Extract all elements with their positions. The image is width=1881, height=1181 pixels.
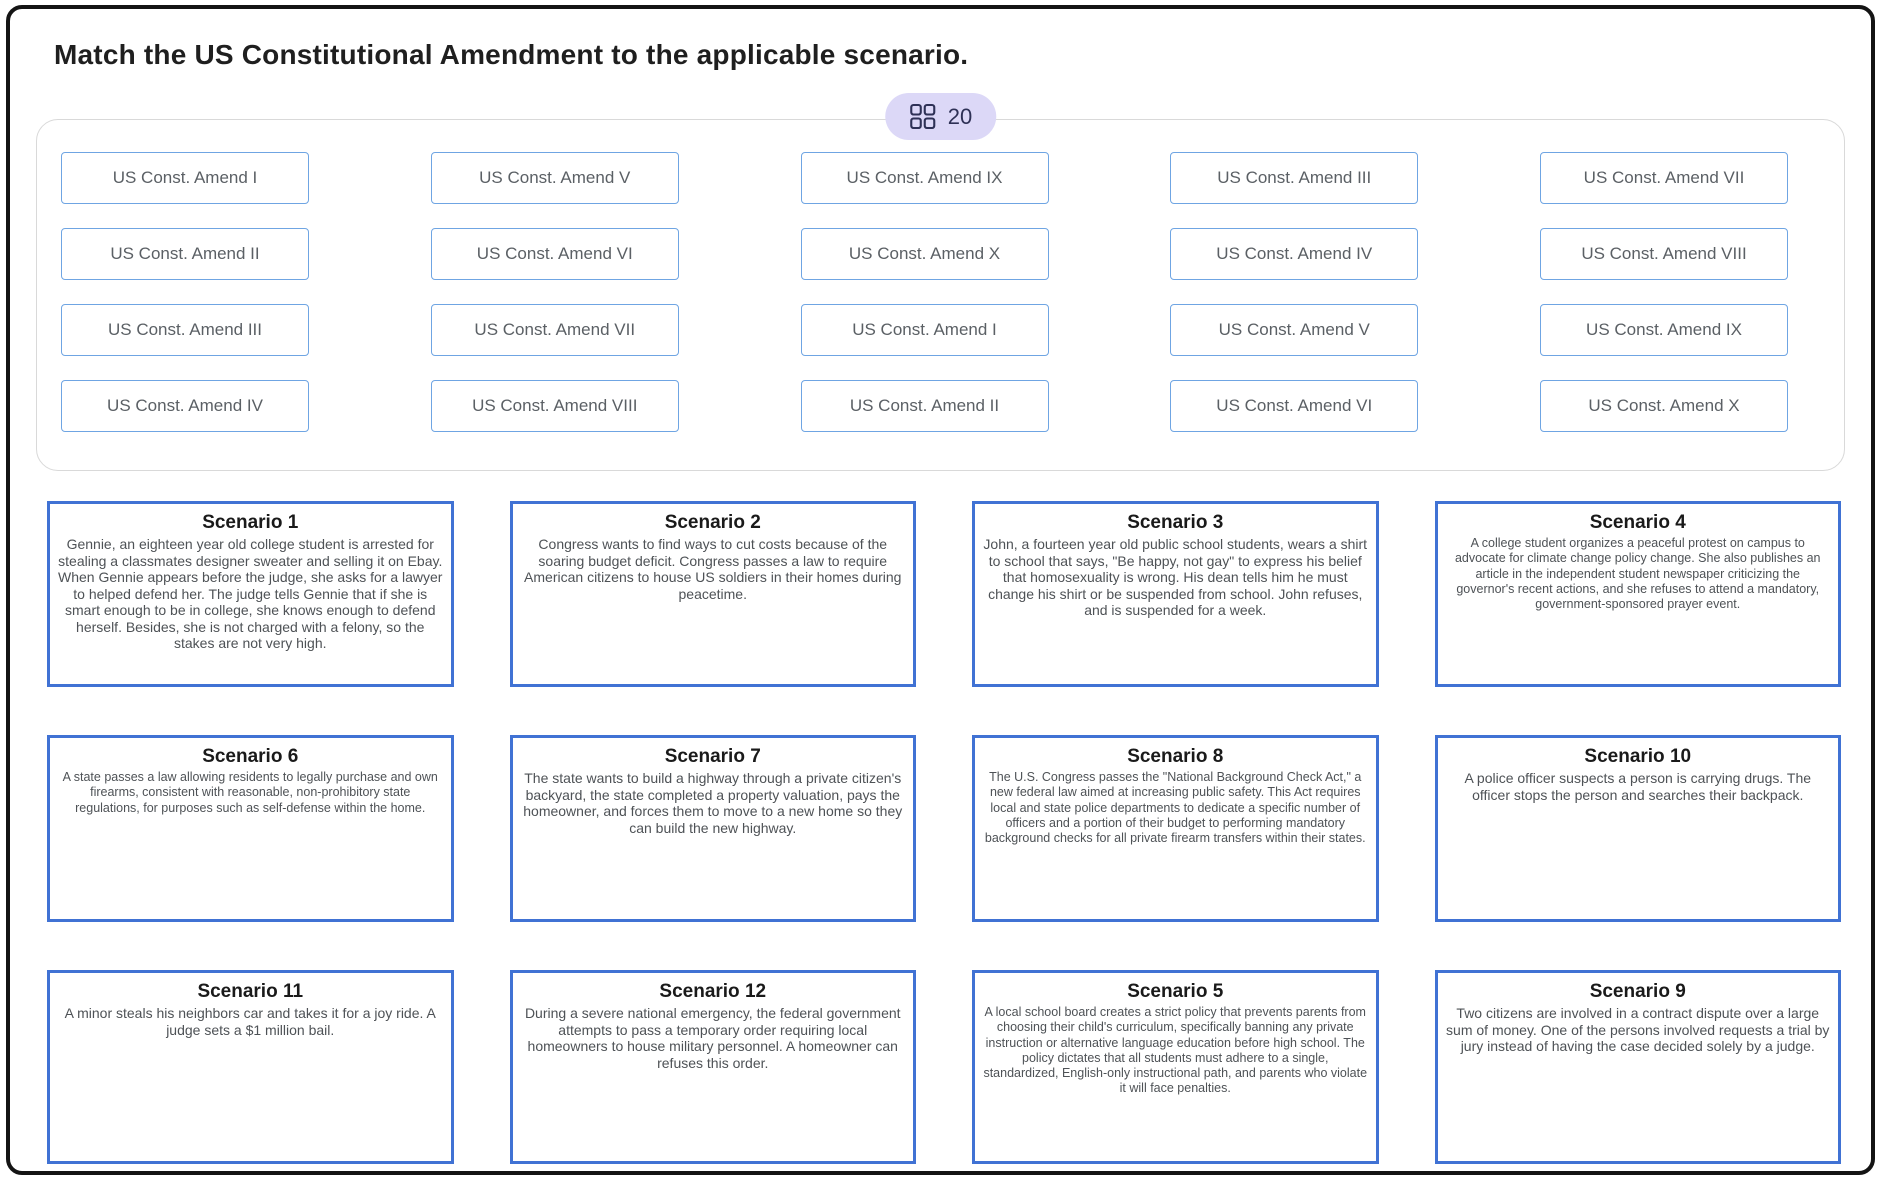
scenario-card-10[interactable] [1435, 735, 1842, 922]
scenario-text: A minor steals his neighbors car and takes it for a joy ride. A judge sets a $1 million bail. [64, 1005, 436, 1038]
scenario-text: A police officer suspects a person is carrying drugs. The officer stops the person and searches their backpack. [1464, 770, 1812, 803]
amendment-chip[interactable]: US Const. Amend VII [1540, 152, 1788, 204]
amendment-bank [36, 103, 1845, 471]
scenario-card-3[interactable] [972, 501, 1379, 687]
amendment-chip[interactable]: US Const. Amend VIII [431, 380, 679, 432]
scenario-card-11[interactable] [47, 970, 454, 1164]
scenario-text: Congress wants to find ways to cut costs because of the soaring budget deficit. Congress passes a law to require American citizens to house US soldiers in their homes during peacetime. [524, 536, 902, 602]
grid-2x2-icon [909, 103, 936, 130]
scenario-title: Scenario 1 [202, 512, 299, 533]
amendment-chip[interactable]: US Const. Amend IX [801, 152, 1049, 204]
scenario-text: Two citizens are involved in a contract dispute over a large sum of money. One of the persons involved requests a trial by jury instead of having the case decided solely by a judge. [1446, 1005, 1830, 1055]
amendment-chip[interactable]: US Const. Amend IX [1540, 304, 1788, 356]
scenario-card-9[interactable] [1435, 970, 1842, 1164]
scenario-title: Scenario 3 [1127, 512, 1224, 533]
scenario-text: John, a fourteen year old public school students, wears a shirt to school that says, "Be happy, not gay" to express his belief that homosexuality is wrong. His dean tells him he must change his shirt or be suspended from school. John refuses, and is suspended for a week. [983, 536, 1368, 619]
amendment-chip[interactable]: US Const. Amend V [1170, 304, 1418, 356]
scenario-text: A local school board creates a strict policy that prevents parents from choosing their child's curriculum, specifically banning any private instruction or alternative language education before high school. The policy dictates that all students must adhere to a single, standardized, English-only instructional path, and parents who violate it will face penalties. [983, 1005, 1368, 1096]
amendment-chip[interactable]: US Const. Amend III [1170, 152, 1418, 204]
amendment-chip[interactable]: US Const. Amend IV [61, 380, 309, 432]
scenario-text: The U.S. Congress passes the "National Background Check Act," a new federal law aimed at increasing public safety. This Act requires local and state police departments to dedicate a specific number of officers and a portion of their budget to performing mandatory background checks for all private firearm transfers within their states. [984, 770, 1366, 845]
scenario-title: Scenario 11 [197, 981, 304, 1002]
amendment-chip[interactable]: US Const. Amend VIII [1540, 228, 1788, 280]
amendment-chip[interactable]: US Const. Amend I [61, 152, 309, 204]
scenario-card-6[interactable] [47, 735, 454, 922]
scenario-text: Gennie, an eighteen year old college student is arrested for stealing a classmates designer sweater and selling it on Ebay. When Gennie appears before the judge, she asks for a lawyer to helped defend her. The judge tells Gennie that if she is smart enough to be in college, she knows enough to defend herself. Besides, she is not charged with a felony, so the stakes are not very high. [58, 536, 443, 652]
scenario-title: Scenario 2 [664, 512, 761, 533]
match-exercise-page [6, 5, 1875, 1175]
scenario-title: Scenario 6 [202, 746, 299, 767]
amendment-chip[interactable]: US Const. Amend III [61, 304, 309, 356]
scenario-title: Scenario 10 [1584, 746, 1692, 767]
scenario-text: During a severe national emergency, the federal government attempts to pass a temporary order requiring local homeowners to house military personnel. A homeowner can refuses this order. [524, 1005, 901, 1071]
amendment-grid [61, 152, 1788, 432]
amendment-chip[interactable]: US Const. Amend X [801, 228, 1049, 280]
amendment-chip[interactable]: US Const. Amend II [61, 228, 309, 280]
amendment-chip[interactable]: US Const. Amend II [801, 380, 1049, 432]
scenario-card-1[interactable] [47, 501, 454, 687]
scenario-title: Scenario 8 [1127, 746, 1224, 767]
scenario-card-2[interactable] [510, 501, 917, 687]
scenario-card-5[interactable] [972, 970, 1379, 1164]
scenario-text: A state passes a law allowing residents to legally purchase and own firearms, consistent with reasonable, non-prohibitory state regulations, for purposes such as self-defense within the home. [62, 770, 438, 815]
scenario-grid [47, 501, 1841, 1164]
scenario-title: Scenario 9 [1589, 981, 1686, 1002]
tile-count: 20 [947, 103, 973, 129]
amendment-chip[interactable]: US Const. Amend IV [1170, 228, 1418, 280]
amendment-chip[interactable]: US Const. Amend VII [431, 304, 679, 356]
page-title: Match the US Constitutional Amendment to the applicable scenario. [54, 39, 969, 70]
amendment-chip[interactable]: US Const. Amend VI [431, 228, 679, 280]
scenario-card-4[interactable] [1435, 501, 1842, 687]
amendment-chip[interactable]: US Const. Amend VI [1170, 380, 1418, 432]
scenario-title: Scenario 12 [659, 981, 767, 1002]
scenario-card-12[interactable] [510, 970, 917, 1164]
scenario-title: Scenario 7 [664, 746, 761, 767]
scenario-title: Scenario 5 [1127, 981, 1224, 1002]
scenario-text: A college student organizes a peaceful protest on campus to advocate for climate change policy change. She also publishes an article in the independent student newspaper criticizing the governor's recent actions, and she refuses to attend a mandatory, government-sponsored prayer event. [1454, 536, 1821, 611]
scenario-text: The state wants to build a highway through a private citizen's backyard, the state completed a property valuation, pays the homeowner, and forces them to move to a new home so they can build the new highway. [523, 770, 903, 836]
amendment-chip[interactable]: US Const. Amend I [801, 304, 1049, 356]
scenario-title: Scenario 4 [1589, 512, 1686, 533]
amendment-chip[interactable]: US Const. Amend X [1540, 380, 1788, 432]
scenario-card-7[interactable] [510, 735, 917, 922]
scenario-card-8[interactable] [972, 735, 1379, 922]
amendment-chip[interactable]: US Const. Amend V [431, 152, 679, 204]
tile-count-badge [885, 93, 996, 140]
